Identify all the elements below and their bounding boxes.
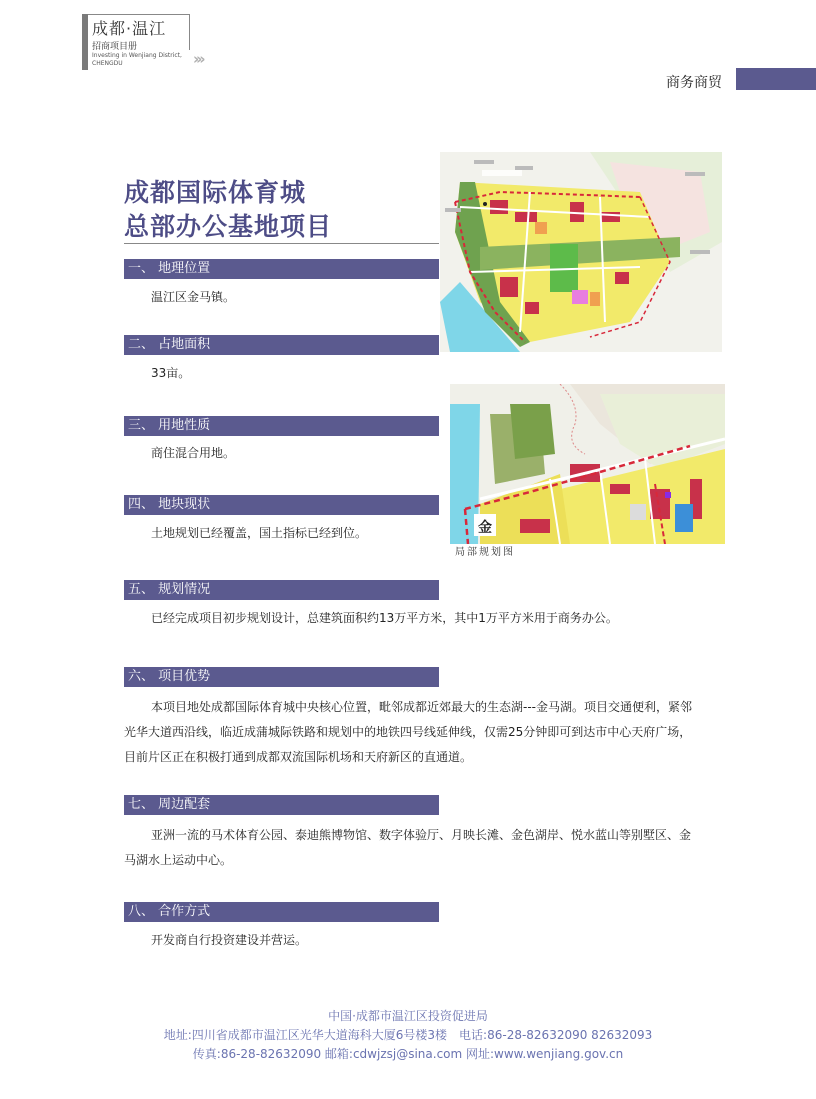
page-title	[124, 176, 332, 244]
section-heading-planning: 五、 规划情况	[124, 580, 439, 600]
section-body-advantages: 本项目地处成都国际体育城中央核心位置，毗邻成都近郊最大的生态湖---金马湖。项目交通便利，紧邻光华大道西沿线，临近成蒲城际铁路和规划中的地铁四号线延伸线，仅需25分钟即可到达市中心天府广场，目前片区正在积极打通到成都双流国际机场和天府新区的直通道。	[124, 700, 692, 764]
logo-title: 成都·温江	[92, 19, 167, 38]
title-divider	[124, 243, 439, 244]
category-bar	[736, 68, 816, 90]
planning-map-detail-image	[450, 384, 725, 544]
logo	[82, 14, 190, 70]
planning-map-overview-image	[440, 152, 722, 352]
section-body-status: 土地规划已经覆盖，国土指标已经到位。	[151, 526, 368, 540]
category-label: 商务商贸	[666, 75, 722, 91]
map-label-jin: 金	[478, 520, 492, 536]
section-heading-land-use: 三、 用地性质	[124, 416, 439, 436]
footer-org: 中国·成都市温江区投资促进局	[328, 1009, 488, 1023]
section-heading-advantages: 六、 项目优势	[124, 667, 439, 687]
map-caption: 局部规划图	[455, 547, 515, 558]
section-heading-location: 一、 地理位置	[124, 259, 439, 279]
section-body-area: 33亩。	[151, 366, 191, 380]
section-heading-cooperation: 八、 合作方式	[124, 902, 439, 922]
page-title-line2: 总部办公基地项目	[124, 212, 333, 241]
section-body-cooperation: 开发商自行投资建设并营运。	[151, 933, 308, 947]
footer-contact: 传真:86-28-82632090 邮箱:cdwjzsj@sina.com 网址:www.wenjiang.gov.cn	[192, 1047, 624, 1061]
logo-subtitle: 招商项目册	[92, 42, 138, 52]
planning-map-overview	[440, 152, 722, 352]
page-title-line1: 成都国际体育城	[124, 178, 307, 207]
logo-english: Investing in Wenjiang District, CHENGDU	[92, 52, 182, 67]
section-heading-area: 二、 占地面积	[124, 335, 439, 355]
planning-map-detail	[450, 384, 725, 544]
section-heading-facilities: 七、 周边配套	[124, 795, 439, 815]
chevron-right-icon: ›››	[193, 50, 203, 68]
footer-address: 地址:四川省成都市温江区光华大道海科大厦6号楼3楼 电话:86-28-82632090 82632093	[163, 1028, 653, 1042]
section-body-land-use: 商住混合用地。	[151, 446, 236, 460]
section-body-planning: 已经完成项目初步规划设计，总建筑面积约13万平方米，其中1万平方米用于商务办公。	[151, 611, 618, 625]
section-body-location: 温江区金马镇。	[151, 290, 236, 304]
section-heading-status: 四、 地块现状	[124, 495, 439, 515]
section-body-facilities: 亚洲一流的马术体育公园、泰迪熊博物馆、数字体验厅、月映长滩、金色湖岸、悦水蓝山等别墅区、金马湖水上运动中心。	[124, 828, 692, 867]
